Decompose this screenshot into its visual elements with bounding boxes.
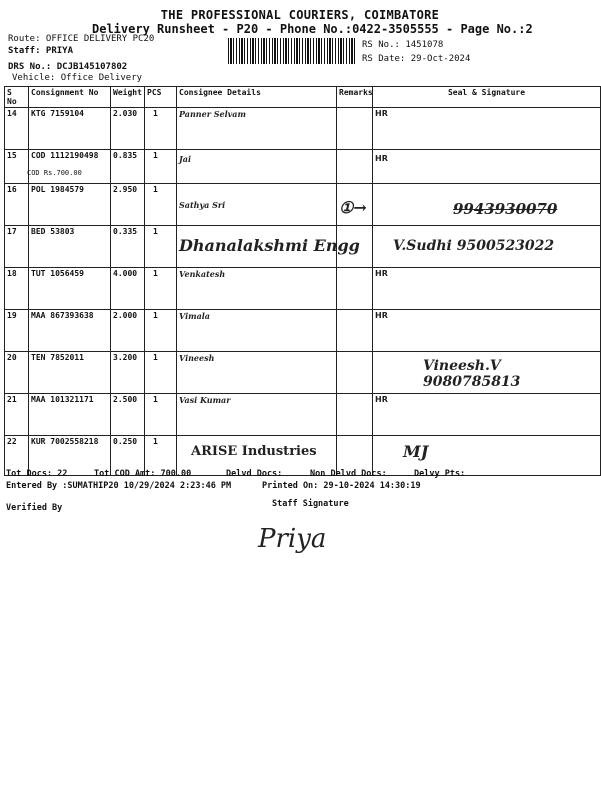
cell-pcs: 1 bbox=[145, 436, 177, 476]
cell-consignee: Vineesh bbox=[177, 352, 337, 394]
cell-sno: 21 bbox=[5, 394, 29, 436]
cell-remarks bbox=[337, 352, 373, 394]
cell-seal: MJ bbox=[373, 436, 601, 476]
cell-sno: 20 bbox=[5, 352, 29, 394]
cell-pcs: 1 bbox=[145, 150, 177, 184]
cell-sno: 22 bbox=[5, 436, 29, 476]
cell-weight: 2.000 bbox=[111, 310, 145, 352]
verified-by-label: Verified By bbox=[6, 503, 63, 513]
cell-consignee: ARISE Industries bbox=[177, 436, 337, 476]
drs-number: DRS No.: DCJB145107802 bbox=[8, 62, 128, 72]
col-header-sno: S No bbox=[5, 87, 29, 108]
cell-remarks bbox=[337, 268, 373, 310]
route-text: Route: OFFICE DELIVERY PC20 bbox=[8, 34, 155, 44]
cell-weight: 2.500 bbox=[111, 394, 145, 436]
cell-weight: 2.950 bbox=[111, 184, 145, 226]
cell-weight: 0.835 bbox=[111, 150, 145, 184]
cell-seal: HR bbox=[373, 108, 601, 150]
cell-sno: 17 bbox=[5, 226, 29, 268]
cell-seal: HR bbox=[373, 150, 601, 184]
table-row bbox=[5, 108, 601, 150]
delivery-points: Delvy Pts: bbox=[414, 469, 466, 479]
cell-remarks bbox=[337, 310, 373, 352]
cell-weight: 4.000 bbox=[111, 268, 145, 310]
cell-consignment-no bbox=[29, 150, 111, 184]
cell-sno: 18 bbox=[5, 268, 29, 310]
cell-consignment-no: KTG 7159104 bbox=[29, 108, 111, 150]
col-header-weight: Weight bbox=[111, 87, 145, 108]
rs-date: RS Date: 29-Oct-2024 bbox=[362, 54, 471, 64]
cell-remarks bbox=[337, 394, 373, 436]
table-row bbox=[5, 268, 601, 310]
total-cod-amount: Tot COD Amt: 700.00 bbox=[94, 469, 192, 479]
table-row bbox=[5, 352, 601, 394]
cell-weight: 0.335 bbox=[111, 226, 145, 268]
col-header-remarks: Remarks bbox=[337, 87, 373, 108]
cell-consignee: Venkatesh bbox=[177, 268, 337, 310]
delivered-docs: Delvd Docs: bbox=[226, 469, 283, 479]
cell-consignee: Vimala bbox=[177, 310, 337, 352]
table-row bbox=[5, 184, 601, 226]
entered-by: Entered By :SUMATHIP20 10/29/2024 2:23:46 PM bbox=[6, 481, 232, 491]
staff-text: Staff: PRIYA bbox=[8, 46, 74, 56]
rs-number: RS No.: 1451078 bbox=[362, 40, 444, 50]
consignment-no-text: COD 1112190498 bbox=[31, 151, 99, 160]
cell-sno: 19 bbox=[5, 310, 29, 352]
non-delivered-docs: Non Delvd Docs: bbox=[310, 469, 387, 479]
col-header-consignee: Consignee Details bbox=[177, 87, 337, 108]
runsheet-title: Delivery Runsheet - P20 - Phone No.:0422-3505555 - Page No.:2 bbox=[92, 22, 533, 36]
cell-seal: Vineesh.V 9080785813 bbox=[373, 352, 601, 394]
col-header-seal: Seal & Signature bbox=[373, 87, 601, 108]
cell-remarks bbox=[337, 150, 373, 184]
cell-consignment-no: KUR 7002558218 bbox=[29, 436, 111, 476]
table-row bbox=[5, 310, 601, 352]
cell-pcs: 1 bbox=[145, 310, 177, 352]
cell-weight: 0.250 bbox=[111, 436, 145, 476]
vehicle-text: Vehicle: Office Delivery bbox=[12, 73, 143, 83]
col-header-consignment: Consignment No bbox=[29, 87, 111, 108]
cell-pcs: 1 bbox=[145, 226, 177, 268]
cell-pcs: 1 bbox=[145, 268, 177, 310]
cell-seal: V.Sudhi 9500523022 bbox=[373, 226, 601, 268]
cell-seal: 9943930070 bbox=[373, 184, 601, 226]
cell-pcs: 1 bbox=[145, 184, 177, 226]
cell-consignee: Jai bbox=[177, 150, 337, 184]
cell-sno: 15 bbox=[5, 150, 29, 184]
cod-amount-note: COD Rs.700.00 bbox=[27, 169, 82, 177]
total-docs: Tot Docs: 22 bbox=[6, 469, 68, 479]
cell-pcs: 1 bbox=[145, 352, 177, 394]
cell-consignee: Panner Selvam bbox=[177, 108, 337, 150]
printed-on: Printed On: 29-10-2024 14:30:19 bbox=[262, 481, 421, 491]
cell-consignment-no: POL 1984579 bbox=[29, 184, 111, 226]
company-name: THE PROFESSIONAL COURIERS, COIMBATORE bbox=[160, 8, 440, 22]
table-header-row bbox=[5, 87, 601, 108]
cell-remarks bbox=[337, 108, 373, 150]
staff-signature: Priya bbox=[258, 524, 327, 554]
cell-seal: HR bbox=[373, 268, 601, 310]
cell-seal: HR bbox=[373, 394, 601, 436]
cell-weight: 3.200 bbox=[111, 352, 145, 394]
cell-sno: 14 bbox=[5, 108, 29, 150]
barcode bbox=[228, 38, 356, 64]
table-row bbox=[5, 150, 601, 184]
table-row bbox=[5, 394, 601, 436]
cell-consignment-no: MAA 867393638 bbox=[29, 310, 111, 352]
delivery-table bbox=[4, 86, 601, 476]
col-header-pcs: PCS bbox=[145, 87, 177, 108]
cell-consignee: Sathya Sri bbox=[177, 184, 337, 226]
cell-pcs: 1 bbox=[145, 108, 177, 150]
cell-sno: 16 bbox=[5, 184, 29, 226]
cell-consignment-no: TUT 1056459 bbox=[29, 268, 111, 310]
cell-remarks: ①→ bbox=[337, 184, 373, 226]
staff-signature-label: Staff Signature bbox=[272, 499, 349, 509]
cell-consignment-no: BED 53803 bbox=[29, 226, 111, 268]
cell-pcs: 1 bbox=[145, 394, 177, 436]
table-row bbox=[5, 226, 601, 268]
cell-seal: HR bbox=[373, 310, 601, 352]
cell-consignee: Vasi Kumar bbox=[177, 394, 337, 436]
cell-consignment-no: TEN 7852011 bbox=[29, 352, 111, 394]
cell-consignment-no: MAA 101321171 bbox=[29, 394, 111, 436]
cell-consignee: Dhanalakshmi Engg bbox=[177, 226, 337, 268]
cell-weight: 2.030 bbox=[111, 108, 145, 150]
